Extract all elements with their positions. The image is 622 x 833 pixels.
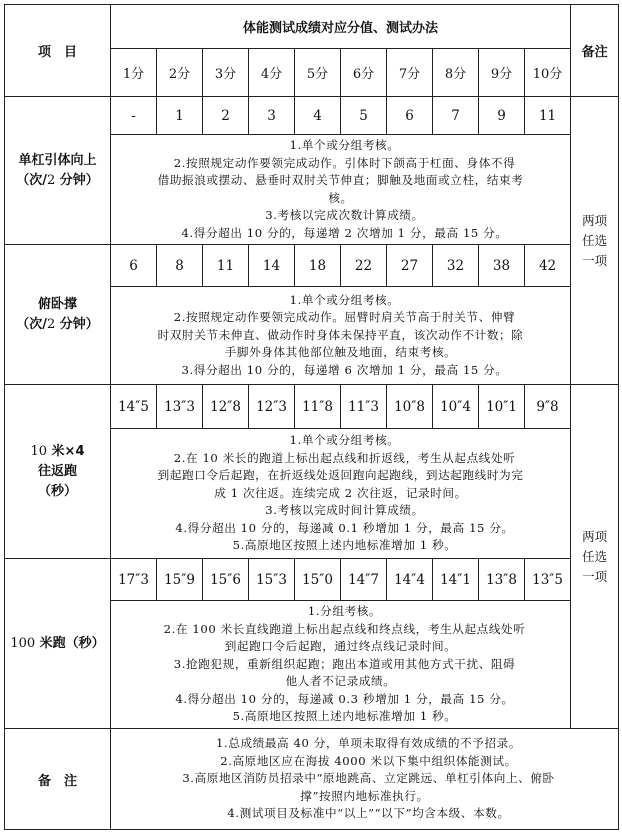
pullup-value: 11 <box>525 97 571 135</box>
run100-value: 13″5 <box>525 559 571 601</box>
shuttle-value: 12″8 <box>203 385 249 429</box>
shuttle-method: 1.单个或分组考核。 2.在 10 米长的跑道上标出起点线和折返线，考生从起点线处听 到起跑口令后起跑，在折返线处返回跑向起跑线，到达起跑线时为完 成 1 次往返。连续完成 2 次往返，记录时间。 3.考核以完成时间计算成绩。 4.得分超出 10 分的，每递减 0.1 秒增加 1 分，最高 15 分。 5.高原地区按照上述内地标准增加 1 秒。 <box>111 429 571 559</box>
run100-value: 15″0 <box>295 559 341 601</box>
pushup-value: 8 <box>157 245 203 287</box>
shuttle-label: 10 米×4 往返跑 （秒） <box>5 385 111 559</box>
shuttle-value: 12″3 <box>249 385 295 429</box>
shuttle-value: 9″8 <box>525 385 571 429</box>
run100-value: 14″4 <box>387 559 433 601</box>
project-header: 项 目 <box>5 5 111 97</box>
score-header-cell: 3分 <box>203 49 249 97</box>
pushup-label: 俯卧撑 （次/2 分钟） <box>5 245 111 385</box>
pushup-value: 38 <box>479 245 525 287</box>
score-header-cell: 4分 <box>249 49 295 97</box>
table-title: 体能测试成绩对应分值、测试办法 <box>111 5 571 49</box>
run100-value: 15″3 <box>249 559 295 601</box>
run100-value: 13″8 <box>479 559 525 601</box>
pushup-value: 32 <box>433 245 479 287</box>
remarks-header: 备注 <box>571 5 619 97</box>
run100-value: 17″3 <box>111 559 157 601</box>
run100-value: 15″6 <box>203 559 249 601</box>
pushup-value: 18 <box>295 245 341 287</box>
run100-values-row <box>5 559 619 601</box>
pushup-value: 14 <box>249 245 295 287</box>
score-header-cell: 7分 <box>387 49 433 97</box>
pullup-value: 5 <box>341 97 387 135</box>
pushup-value: 22 <box>341 245 387 287</box>
score-header-cell: 8分 <box>433 49 479 97</box>
pushup-value: 27 <box>387 245 433 287</box>
notes-content: 1.总成绩最高 40 分，单项未取得有效成绩的不予招录。 2.高原地区应在海拔 4000 米以下集中组织体能测试。 3.高原地区消防员招录中“原地跳高、立定跳远、单杠引体向上、俯卧 撑”按照内地标准执行。 4.测试项目及标准中“以上”“以下”均含本级、本数。 <box>111 729 619 830</box>
shuttle-value: 13″3 <box>157 385 203 429</box>
pullup-label: 单杠引体向上 （次/2 分钟） <box>5 97 111 245</box>
shuttle-value: 10″1 <box>479 385 525 429</box>
pushup-value: 6 <box>111 245 157 287</box>
pullup-value: 1 <box>157 97 203 135</box>
run100-value: 14″7 <box>341 559 387 601</box>
shuttle-value: 14″5 <box>111 385 157 429</box>
pullup-value: 6 <box>387 97 433 135</box>
pullup-value: 9 <box>479 97 525 135</box>
shuttle-value: 11″3 <box>341 385 387 429</box>
shuttle-value: 10″4 <box>433 385 479 429</box>
score-header-cell: 10分 <box>525 49 571 97</box>
run100-value: 14″1 <box>433 559 479 601</box>
pullup-values-row <box>5 97 619 135</box>
score-header-cell: 6分 <box>341 49 387 97</box>
pushup-values-row <box>5 245 619 287</box>
score-header-cell: 2分 <box>157 49 203 97</box>
pushup-value: 11 <box>203 245 249 287</box>
pullup-method: 1.单个或分组考核。 2.按照规定动作要领完成动作。引体时下颌高于杠面、身体不得 借助振浪或摆动、悬垂时双肘关节伸直；脚触及地面或立柱，结束考 核。 3.考核以完成次数计算成绩。 4.得分超出 10 分的，每递增 2 次增加 1 分，最高 15 分。 <box>111 135 571 245</box>
run100-label: 100 米跑（秒） <box>5 559 111 729</box>
pushup-value: 42 <box>525 245 571 287</box>
run100-value: 15″9 <box>157 559 203 601</box>
shuttle-value: 11″8 <box>295 385 341 429</box>
notes-label: 备 注 <box>5 729 111 830</box>
score-header-cell: 1分 <box>111 49 157 97</box>
fitness-test-table <box>4 4 619 830</box>
pullup-value: 3 <box>249 97 295 135</box>
pullup-value: 7 <box>433 97 479 135</box>
run100-method: 1.分组考核。 2.在 100 米长直线跑道上标出起点线和终点线，考生从起点线处听 到起跑口令后起跑，通过终点线记录时间。 3.抢跑犯规，重新组织起跑；跑出本道或用其他方式干扰、阻碍 他人者不记录成绩。 4.得分超出 10 分的，每递减 0.3 秒增加 1 分，最高 15 分。 5.高原地区按照上述内地标准增加 1 秒。 <box>111 601 571 729</box>
pushup-method: 1.单个或分组考核。 2.按照规定动作要领完成动作。屈臂时肩关节高于肘关节、伸臂 时双肘关节未伸直、做动作时身体未保持平直，该次动作不计数；除 手脚外身体其他部位触及地面，结束考核。 3.得分超出 10 分的，每递增 6 次增加 1 分，最高 15 分。 <box>111 287 571 385</box>
pullup-value: 4 <box>295 97 341 135</box>
remark-choose-one-b: 两项 任选 一项 <box>571 385 619 729</box>
score-header-cell: 9分 <box>479 49 525 97</box>
score-header-cell: 5分 <box>295 49 341 97</box>
remark-choose-one-a: 两项 任选 一项 <box>571 97 619 385</box>
shuttle-values-row <box>5 385 619 429</box>
pullup-value: 2 <box>203 97 249 135</box>
shuttle-value: 10″8 <box>387 385 433 429</box>
pullup-value: - <box>111 97 157 135</box>
